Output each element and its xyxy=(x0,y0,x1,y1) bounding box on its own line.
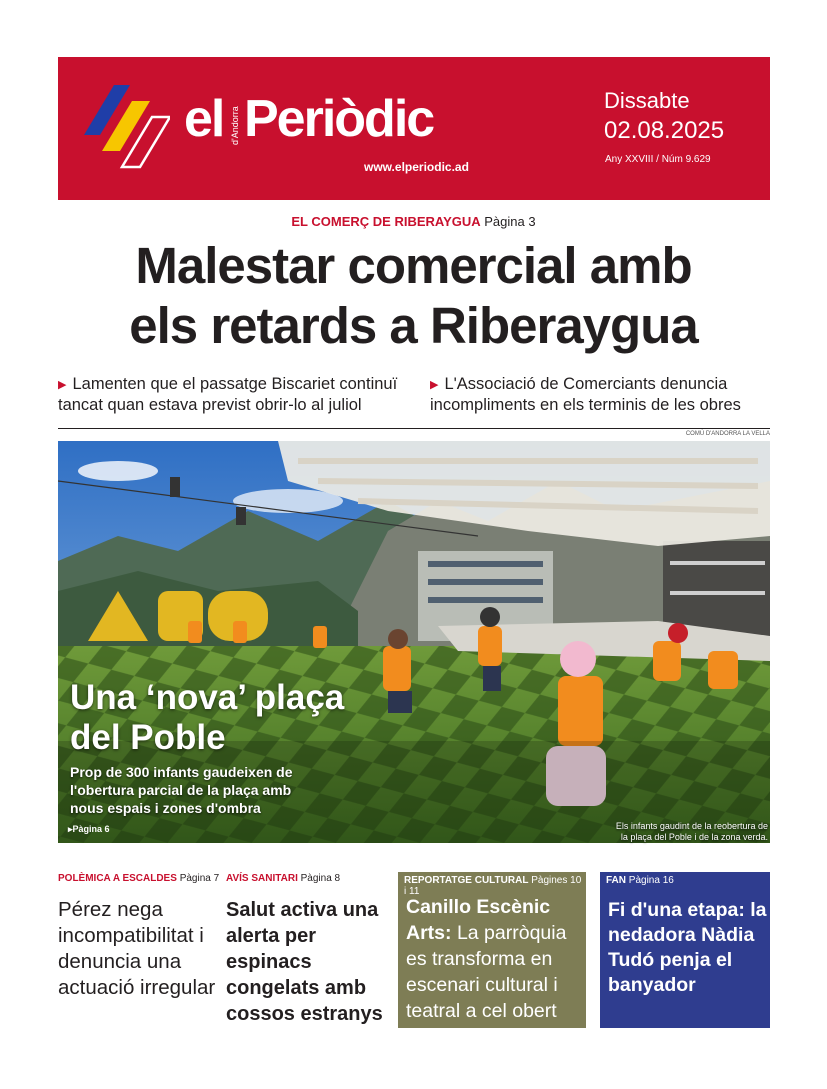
photo-title-line2: del Poble xyxy=(70,718,226,757)
brief-kicker-label: REPORTATGE CULTURAL xyxy=(404,875,529,886)
brief-kicker-label: AVÍS SANITARI xyxy=(226,873,298,884)
issue-day: Dissabte xyxy=(604,88,690,113)
brand-prefix: el xyxy=(184,90,224,148)
logo-mark-icon xyxy=(84,81,170,171)
brief-kicker xyxy=(58,873,219,884)
issue-date: 02.08.2025 xyxy=(604,117,725,144)
brief-kicker-label: FAN xyxy=(606,875,626,886)
photo-caption xyxy=(600,821,768,843)
brief-kicker xyxy=(606,875,674,886)
masthead xyxy=(58,57,770,200)
brief-kicker-page: Pàgina 16 xyxy=(628,875,674,886)
lead-headline-line2: els retards a Riberaygua xyxy=(129,297,698,354)
lead-kicker xyxy=(0,214,827,229)
brief-headline[interactable]: Salut activa una alerta per espinacs congelats amb cossos estranys xyxy=(226,899,383,1025)
lead-deck-left-text: Lamenten que el passatge Biscariet continuï tancat quan estava previst obrir-lo al juliol xyxy=(58,375,398,414)
brief-box-fan[interactable] xyxy=(600,872,770,1028)
brand-name: Periòdic xyxy=(244,90,434,148)
brand-sub: d'Andorra xyxy=(230,106,240,145)
brief-kicker-label: POLÈMICA A ESCALDES xyxy=(58,873,177,884)
lead-kicker-label: EL COMERÇ DE RIBERAYGUA xyxy=(291,214,481,229)
brief-kicker-page: Pàgines 10 i 11 xyxy=(404,875,582,897)
photo-dek: Prop de 300 infants gaudeixen de l'obertura parcial de la plaça amb nous espais i zones d'ombra xyxy=(70,764,293,816)
photo-caption-line1: Els infants gaudint de la reobertura de xyxy=(615,821,768,831)
brief-box-culture[interactable] xyxy=(398,872,586,1028)
photo-caption-line2: la plaça del Poble i de la zona verda. xyxy=(620,832,768,842)
photo-title[interactable] xyxy=(70,678,350,758)
issue-number: Any XXVIII / Núm 9.629 xyxy=(605,154,711,165)
triangle-bullet-icon: ▶ xyxy=(58,379,67,391)
triangle-bullet-icon: ▶ xyxy=(430,379,439,391)
brief-headline xyxy=(406,894,584,1024)
lead-headline-line1: Malestar comercial amb xyxy=(135,237,692,294)
lead-deck-left xyxy=(58,374,403,415)
photo-credit: COMÚ D'ANDORRA LA VELLA xyxy=(685,431,770,437)
brief-kicker-page: Pàgina 7 xyxy=(179,873,220,884)
lead-headline[interactable] xyxy=(40,236,787,356)
lead-kicker-page: Pàgina 3 xyxy=(484,214,536,229)
lead-deck-right-text: L'Associació de Comerciants denuncia incompliments en els terminis de les obres xyxy=(430,375,741,414)
photo-title-line1: Una ‘nova’ plaça xyxy=(70,678,345,717)
divider xyxy=(58,428,770,429)
brief-headline-text: La parròquia es transforma en escenari cultural i teatral a cel obert xyxy=(406,922,567,1022)
brief-kicker-page: Pàgina 8 xyxy=(300,873,341,884)
brief-headline: Fi d'una etapa: la nedadora Nàdia Tudó penja el banyador xyxy=(608,899,767,996)
brief-kicker xyxy=(226,873,340,884)
photo-page-ref[interactable]: ▸Pàgina 6 xyxy=(68,824,110,834)
brand-url[interactable]: www.elperiodic.ad xyxy=(364,160,469,174)
lead-deck-right xyxy=(430,374,775,415)
brief-headline-lead: Canillo Escènic Arts: xyxy=(406,896,551,944)
brief-headline[interactable]: Pérez nega incompatibilitat i denuncia una actuació irregular xyxy=(58,898,216,999)
